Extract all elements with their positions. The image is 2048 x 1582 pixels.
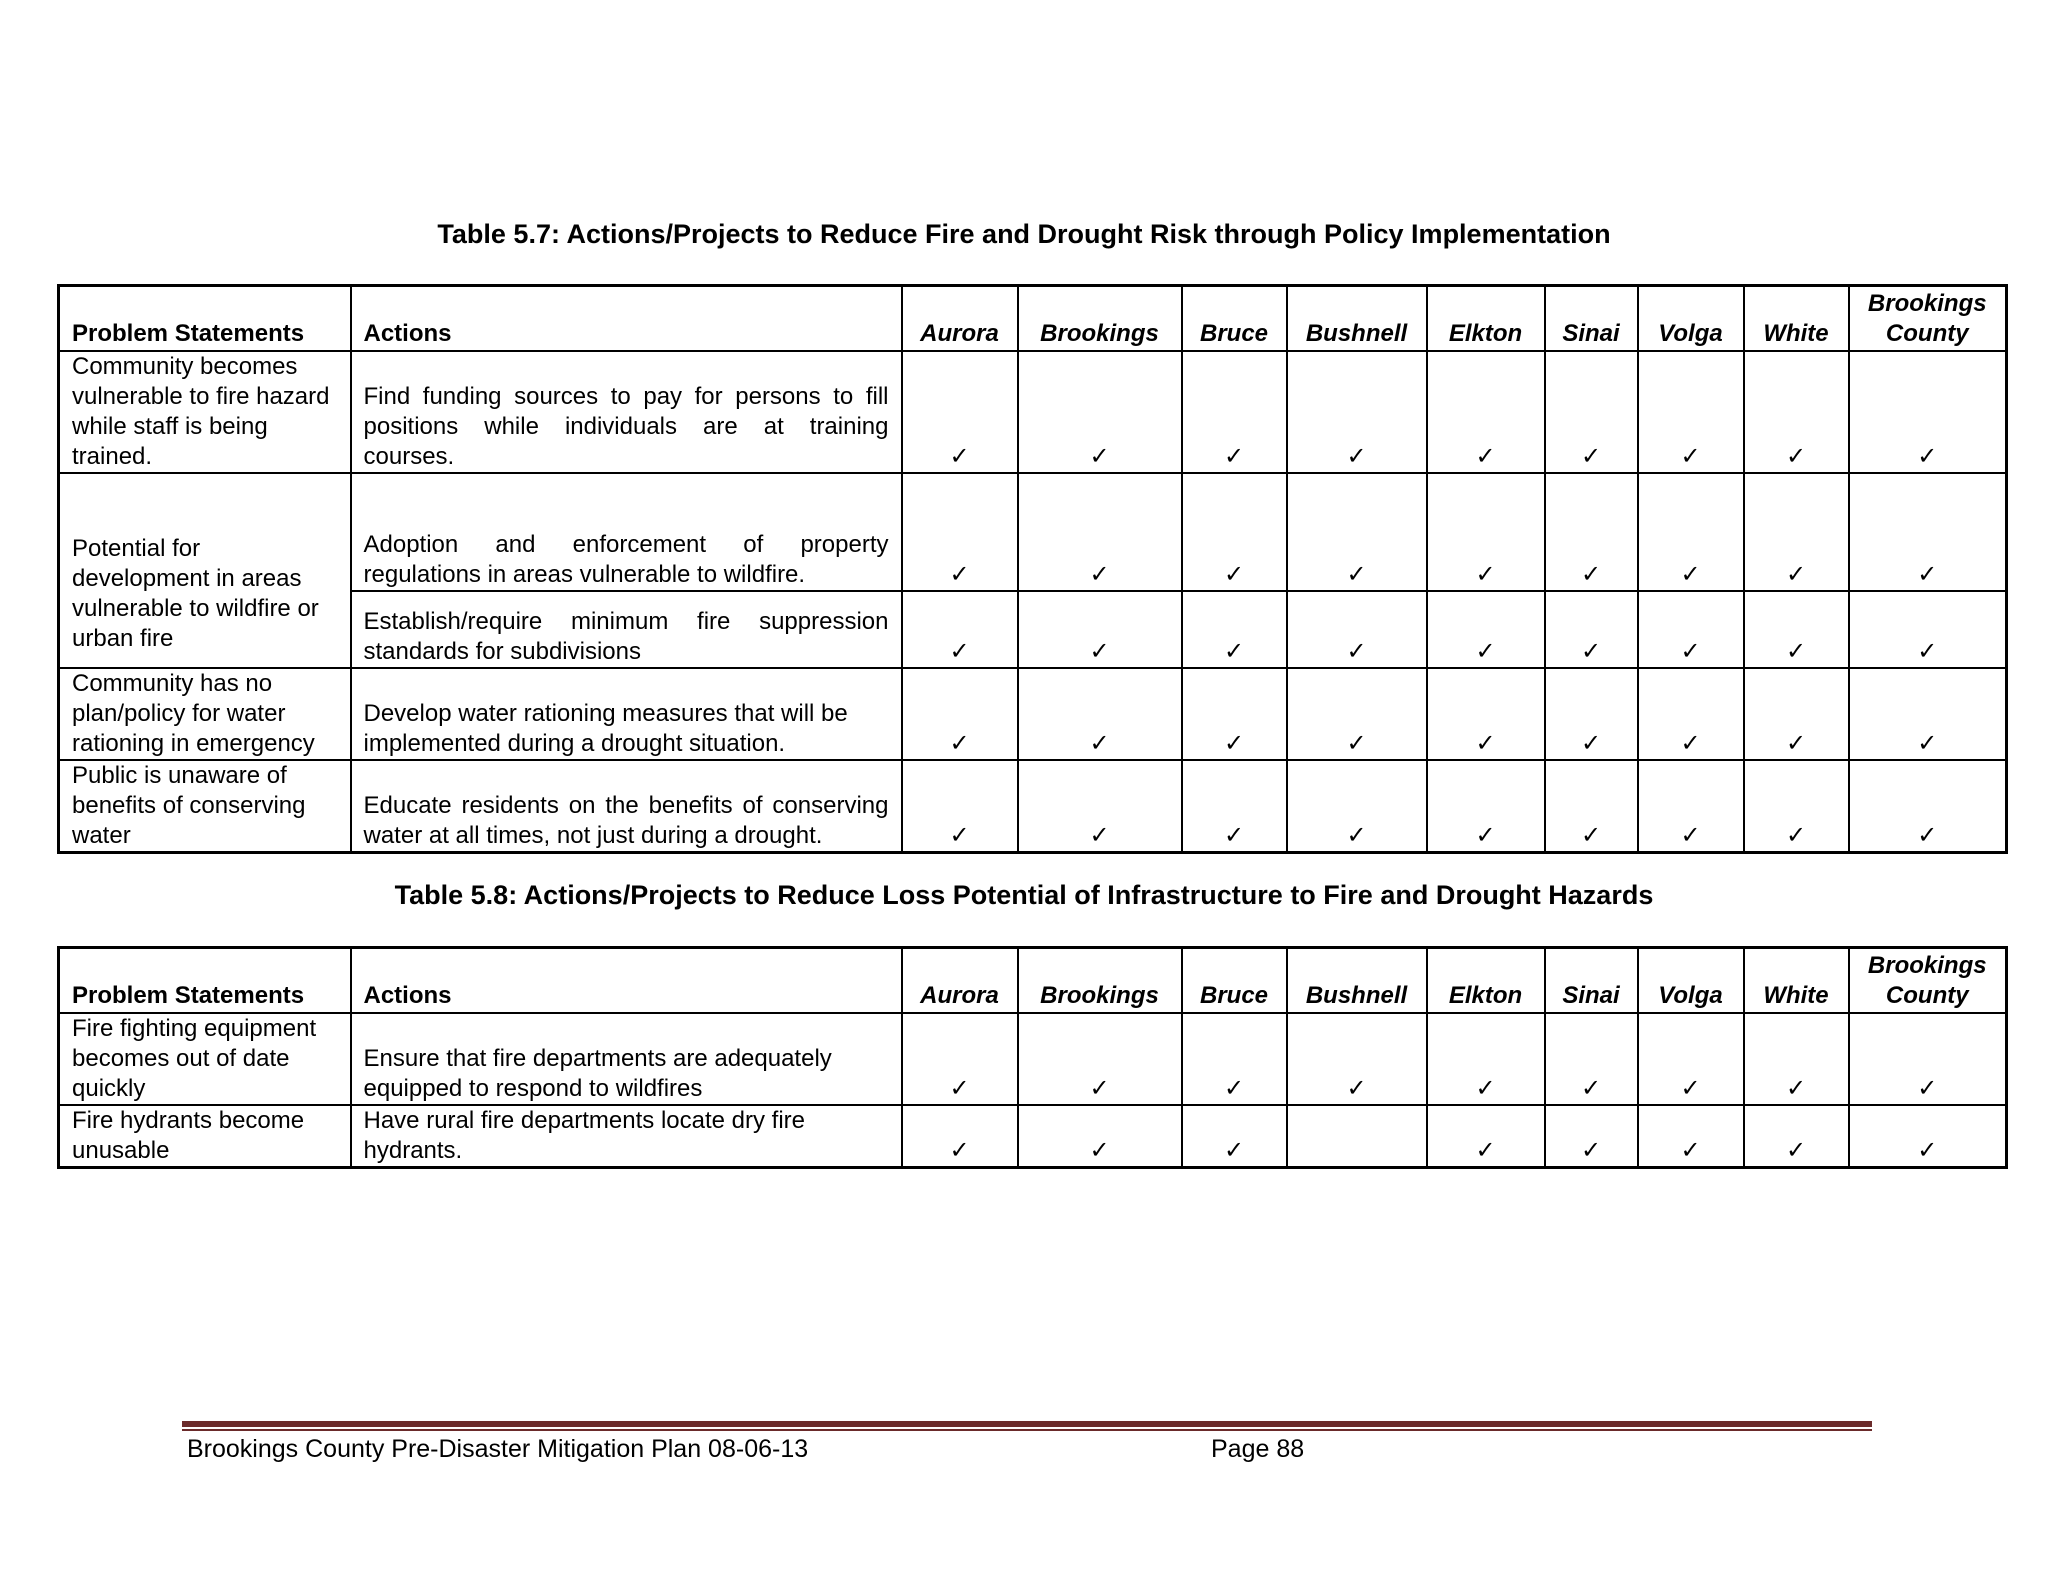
check-brookings: ✓ (1018, 760, 1182, 853)
problem-cell: Community has no plan/policy for water rationing in emergency (59, 668, 351, 760)
table-row (59, 668, 2007, 760)
check-volga: ✓ (1638, 591, 1744, 668)
action-cell: Ensure that fire departments are adequately equipped to respond to wildfires (351, 1013, 902, 1105)
check-bruce: ✓ (1182, 473, 1287, 591)
table-row (59, 1013, 2007, 1105)
check-elkton: ✓ (1427, 591, 1545, 668)
header-volga: Volga (1638, 286, 1744, 351)
footer-rule (182, 1421, 1872, 1427)
action-cell: Adoption and enforcement of property regulations in areas vulnerable to wildfire. (351, 473, 902, 591)
check-brookings-county: ✓ (1849, 473, 2007, 591)
action-cell: Educate residents on the benefits of conserving water at all times, not just during a drought. (351, 760, 902, 853)
header-sinai: Sinai (1545, 286, 1638, 351)
footer-rule-thin (182, 1429, 1872, 1431)
check-volga: ✓ (1638, 1105, 1744, 1168)
check-bushnell: ✓ (1287, 760, 1427, 853)
header-actions: Actions (351, 286, 902, 351)
check-brookings-county: ✓ (1849, 1013, 2007, 1105)
check-bruce: ✓ (1182, 1105, 1287, 1168)
header-problem-statements: Problem Statements (59, 948, 351, 1013)
check-elkton: ✓ (1427, 351, 1545, 473)
check-sinai: ✓ (1545, 1013, 1638, 1105)
footer-page-number: Page 88 (1211, 1435, 1305, 1463)
header-bruce: Bruce (1182, 948, 1287, 1013)
check-elkton: ✓ (1427, 1105, 1545, 1168)
check-white: ✓ (1744, 473, 1849, 591)
header-actions: Actions (351, 948, 902, 1013)
check-aurora: ✓ (902, 473, 1018, 591)
header-white: White (1744, 286, 1849, 351)
check-brookings: ✓ (1018, 351, 1182, 473)
check-white: ✓ (1744, 351, 1849, 473)
check-brookings: ✓ (1018, 473, 1182, 591)
check-white: ✓ (1744, 591, 1849, 668)
problem-cell: Potential for development in areas vulnerable to wildfire or urban fire (59, 473, 351, 668)
action-cell: Find funding sources to pay for persons to fill positions while individuals are at training courses. (351, 351, 902, 473)
check-brookings: ✓ (1018, 591, 1182, 668)
header-row (59, 286, 2007, 351)
check-brookings: ✓ (1018, 1105, 1182, 1168)
check-sinai: ✓ (1545, 1105, 1638, 1168)
check-aurora: ✓ (902, 760, 1018, 853)
table-row (59, 473, 2007, 591)
table-5-8 (57, 946, 2008, 1169)
header-county-line2: County (1885, 319, 1969, 347)
footer-document-title: Brookings County Pre-Disaster Mitigation Plan 08-06-13 (187, 1435, 809, 1463)
header-bushnell: Bushnell (1287, 286, 1427, 351)
check-elkton: ✓ (1427, 668, 1545, 760)
check-sinai: ✓ (1545, 473, 1638, 591)
header-volga: Volga (1638, 948, 1744, 1013)
table-row (59, 1105, 2007, 1168)
problem-cell: Fire hydrants become unusable (59, 1105, 351, 1168)
table-row (59, 351, 2007, 473)
table-row (59, 760, 2007, 853)
check-volga: ✓ (1638, 760, 1744, 853)
check-aurora: ✓ (902, 668, 1018, 760)
header-brookings: Brookings (1018, 948, 1182, 1013)
check-brookings-county: ✓ (1849, 591, 2007, 668)
check-brookings-county: ✓ (1849, 668, 2007, 760)
check-bruce: ✓ (1182, 760, 1287, 853)
check-bruce: ✓ (1182, 591, 1287, 668)
problem-cell: Fire fighting equipment becomes out of date quickly (59, 1013, 351, 1105)
check-volga: ✓ (1638, 351, 1744, 473)
check-bushnell (1287, 1105, 1427, 1168)
check-aurora: ✓ (902, 1013, 1018, 1105)
check-aurora: ✓ (902, 351, 1018, 473)
table-5-7-title: Table 5.7: Actions/Projects to Reduce Fire and Drought Risk through Policy Implementation (437, 219, 1611, 249)
check-sinai: ✓ (1545, 351, 1638, 473)
header-aurora: Aurora (902, 286, 1018, 351)
check-aurora: ✓ (902, 1105, 1018, 1168)
check-volga: ✓ (1638, 1013, 1744, 1105)
check-volga: ✓ (1638, 473, 1744, 591)
check-white: ✓ (1744, 668, 1849, 760)
header-bruce: Bruce (1182, 286, 1287, 351)
check-elkton: ✓ (1427, 760, 1545, 853)
check-bruce: ✓ (1182, 668, 1287, 760)
header-row (59, 948, 2007, 1013)
action-cell: Establish/require minimum fire suppression standards for subdivisions (351, 591, 902, 668)
header-problem-statements: Problem Statements (59, 286, 351, 351)
header-bushnell: Bushnell (1287, 948, 1427, 1013)
check-white: ✓ (1744, 1013, 1849, 1105)
table-5-8-title: Table 5.8: Actions/Projects to Reduce Loss Potential of Infrastructure to Fire and Drought Hazards (394, 880, 1654, 910)
check-brookings-county: ✓ (1849, 351, 2007, 473)
table-row (59, 591, 2007, 668)
check-sinai: ✓ (1545, 591, 1638, 668)
check-aurora: ✓ (902, 591, 1018, 668)
action-cell: Have rural fire departments locate dry fire hydrants. (351, 1105, 902, 1168)
check-bushnell: ✓ (1287, 351, 1427, 473)
problem-cell: Community becomes vulnerable to fire hazard while staff is being trained. (59, 351, 351, 473)
check-bushnell: ✓ (1287, 591, 1427, 668)
check-sinai: ✓ (1545, 760, 1638, 853)
check-volga: ✓ (1638, 668, 1744, 760)
header-county-line2: County (1885, 981, 1969, 1009)
header-elkton: Elkton (1427, 948, 1545, 1013)
header-county-line1: Brookings (1867, 289, 1987, 317)
header-white: White (1744, 948, 1849, 1013)
check-sinai: ✓ (1545, 668, 1638, 760)
action-cell: Develop water rationing measures that will be implemented during a drought situation. (351, 668, 902, 760)
check-brookings: ✓ (1018, 1013, 1182, 1105)
check-brookings-county: ✓ (1849, 1105, 2007, 1168)
header-aurora: Aurora (902, 948, 1018, 1013)
header-brookings-county (1849, 948, 2007, 1013)
check-bushnell: ✓ (1287, 1013, 1427, 1105)
check-bushnell: ✓ (1287, 473, 1427, 591)
header-county-line1: Brookings (1867, 951, 1987, 979)
header-elkton: Elkton (1427, 286, 1545, 351)
check-brookings: ✓ (1018, 668, 1182, 760)
problem-cell: Public is unaware of benefits of conserving water (59, 760, 351, 853)
header-sinai: Sinai (1545, 948, 1638, 1013)
check-elkton: ✓ (1427, 473, 1545, 591)
check-brookings-county: ✓ (1849, 760, 2007, 853)
check-bruce: ✓ (1182, 1013, 1287, 1105)
check-elkton: ✓ (1427, 1013, 1545, 1105)
header-brookings-county (1849, 286, 2007, 351)
check-white: ✓ (1744, 1105, 1849, 1168)
table-5-7 (57, 284, 2008, 854)
check-bruce: ✓ (1182, 351, 1287, 473)
header-brookings: Brookings (1018, 286, 1182, 351)
check-white: ✓ (1744, 760, 1849, 853)
check-bushnell: ✓ (1287, 668, 1427, 760)
